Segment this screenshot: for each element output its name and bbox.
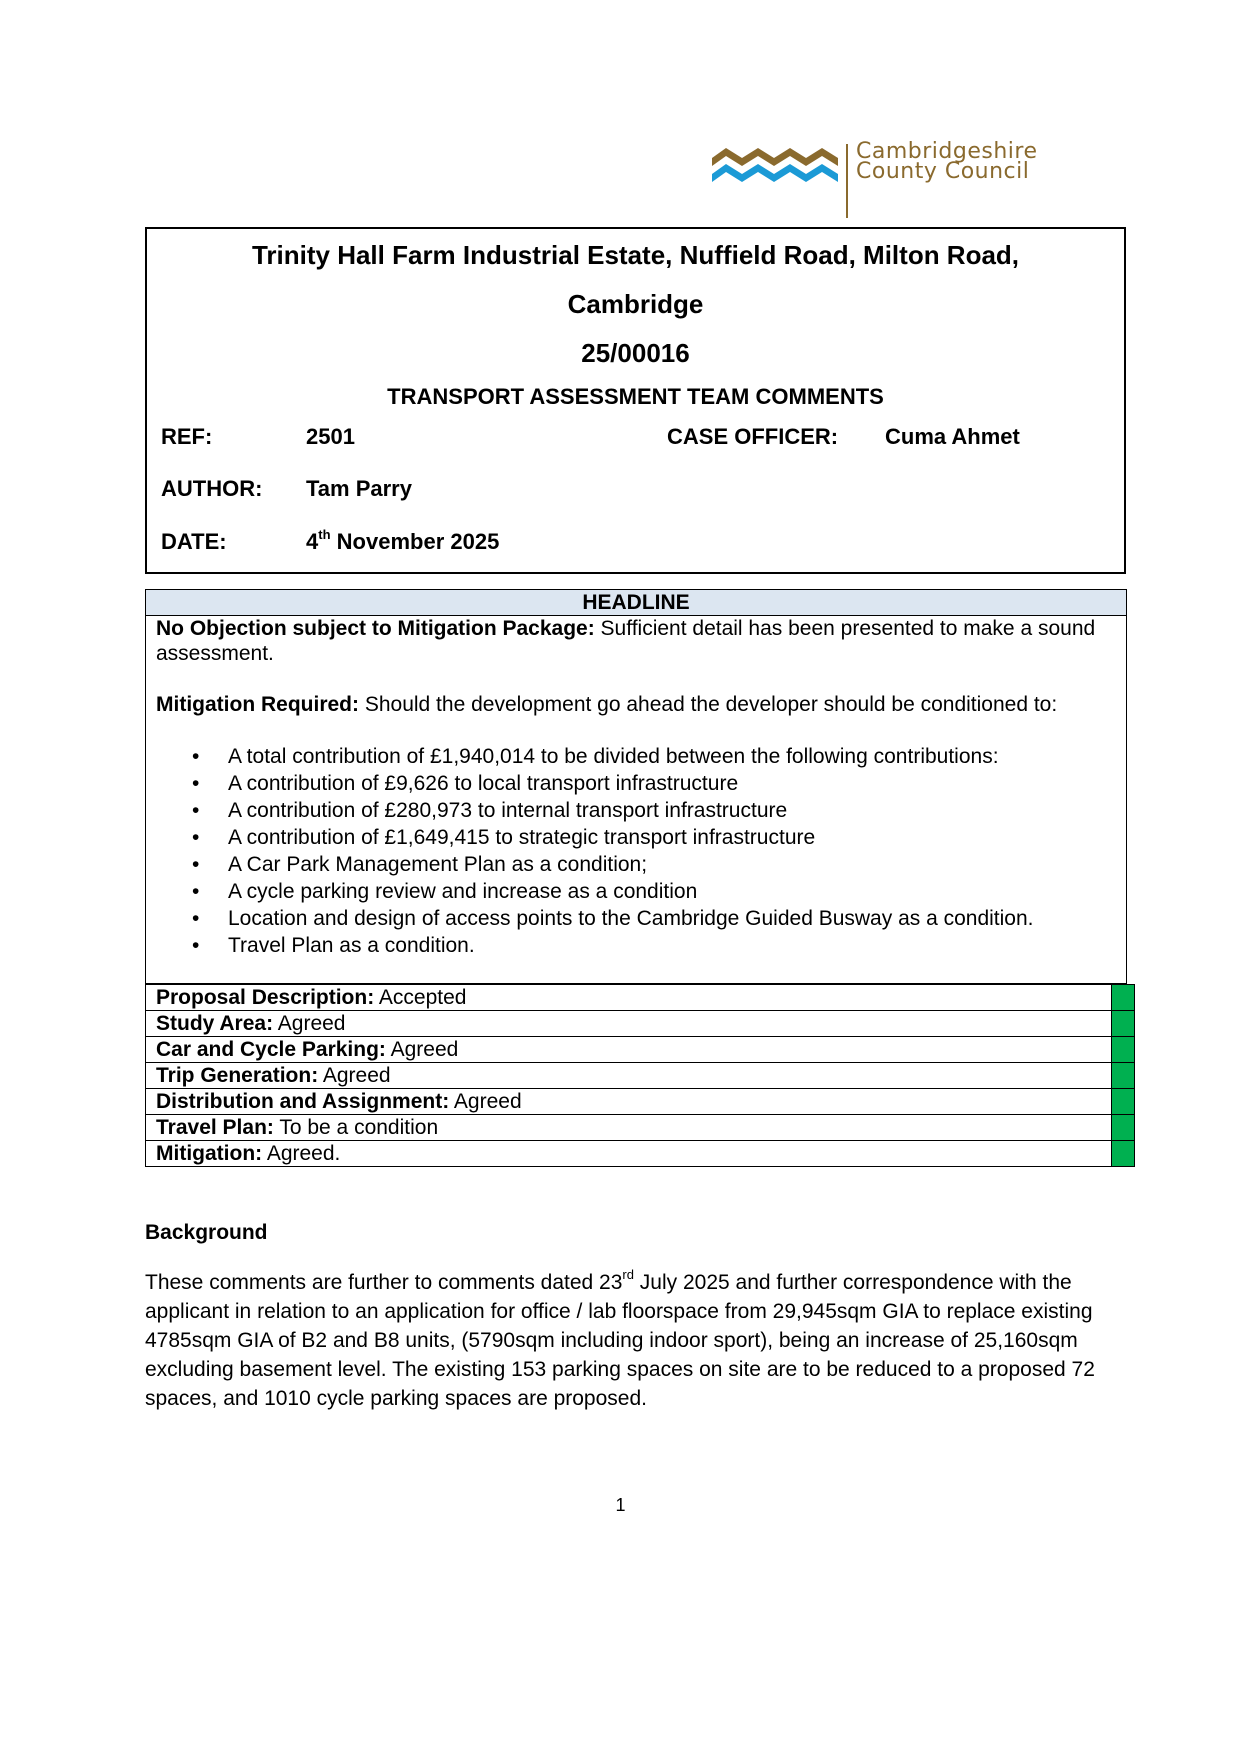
table-row [146,1089,1135,1115]
list-item: • A cycle parking review and increase as a condition [156,878,1116,905]
document-subtitle: TRANSPORT ASSESSMENT TEAM COMMENTS [387,384,884,409]
author-label: AUTHOR: [161,476,263,501]
status-indicator [1112,1115,1135,1141]
background-paragraph [145,1268,1100,1413]
assessment-status-table [145,984,1135,1167]
mitigation-list [156,743,1116,959]
title-box [145,227,1126,574]
background-text-start: These comments are further to comments dated 23 [145,1271,623,1294]
headline-heading: HEADLINE [146,590,1126,616]
wave-logo-icon [710,144,840,188]
list-item: • A contribution of £9,626 to local transport infrastructure [156,770,1116,797]
status-value: Agreed [385,1037,459,1061]
status-value: To be a condition [273,1115,439,1139]
para2-bold: Mitigation Required: [156,693,359,716]
status-label: Study Area: [156,1011,274,1035]
case-officer-label: CASE OFFICER: [667,424,839,449]
ref-label: REF: [161,424,213,449]
logo-divider [846,144,848,218]
status-cell [146,1115,1112,1141]
status-label: Trip Generation: [156,1063,319,1087]
council-logo [710,140,1090,218]
status-cell [146,985,1112,1011]
date-day: 4 [306,529,319,554]
status-value: Accepted [374,985,467,1009]
status-cell [146,1037,1112,1063]
list-item: • A contribution of £280,973 to internal transport infrastructure [156,797,1116,824]
para1-bold: No Objection subject to Mitigation Package: [156,617,595,640]
logo-text [856,139,1038,184]
headline-para2 [156,692,1116,717]
table-row [146,1011,1135,1037]
date-value [306,527,499,557]
status-cell [146,1063,1112,1089]
status-cell [146,1141,1112,1167]
status-indicator [1112,1011,1135,1037]
status-indicator [1112,1141,1135,1167]
headline-box [145,589,1127,984]
status-label: Mitigation: [156,1141,263,1165]
logo-line2: County Council [856,159,1030,184]
status-indicator [1112,1037,1135,1063]
list-item: • Travel Plan as a condition. [156,932,1116,959]
background-date-suffix: rd [622,1267,634,1282]
table-row [146,985,1135,1011]
title-line1: Trinity Hall Farm Industrial Estate, Nuffield Road, Milton Road, [251,240,1020,270]
headline-para1 [156,616,1116,666]
table-row [146,1115,1135,1141]
status-value: Agreed [449,1089,522,1113]
status-indicator [1112,985,1135,1011]
status-label: Proposal Description: [156,985,375,1009]
list-item: • A Car Park Management Plan as a condition; [156,851,1116,878]
headline-body [146,616,1126,959]
status-value: Agreed [273,1011,346,1035]
background-text-end: July 2025 and further correspondence with the applicant in relation to an application for office / lab floorspace from 29,945sqm GIA to replace existing 4785sqm GIA of B2 and B8 units, (5790sqm including indoor sport), being an increase of 25,160sqm excluding basement level. The existing 153 parking spaces on site are to be reduced to a proposed 72 spaces, and 1010 cycle parking spaces are proposed. [145,1271,1095,1410]
ref-value: 2501 [306,424,355,449]
status-indicator [1112,1063,1135,1089]
date-suffix: th [318,526,331,542]
table-row [146,1141,1135,1167]
page-number: 1 [615,1495,626,1515]
status-label: Car and Cycle Parking: [156,1037,386,1061]
list-item: • A contribution of £1,649,415 to strategic transport infrastructure [156,824,1116,851]
logo-line1: Cambridgeshire [856,139,1038,164]
title-line2: Cambridge [567,289,704,319]
para2-text: Should the development go ahead the developer should be conditioned to: [359,693,1058,716]
table-row [146,1063,1135,1089]
date-label: DATE: [161,529,227,554]
background-heading: Background [145,1221,268,1244]
para1-text: Sufficient detail has been presented to make a sound assessment. [156,617,1096,665]
status-cell [146,1089,1112,1115]
case-officer-value: Cuma Ahmet [885,424,1020,449]
date-rest: November 2025 [336,529,500,554]
status-indicator [1112,1089,1135,1115]
status-value: Agreed [318,1063,391,1087]
status-value: Agreed. [262,1141,341,1165]
status-label: Travel Plan: [156,1115,274,1139]
list-item: • Location and design of access points to the Cambridge Guided Busway as a condition. [156,905,1116,932]
status-cell [146,1011,1112,1037]
author-value: Tam Parry [306,476,412,501]
table-row [146,1037,1135,1063]
list-item: • A total contribution of £1,940,014 to be divided between the following contributions: [156,743,1116,770]
application-number: 25/00016 [581,338,690,368]
status-label: Distribution and Assignment: [156,1089,450,1113]
